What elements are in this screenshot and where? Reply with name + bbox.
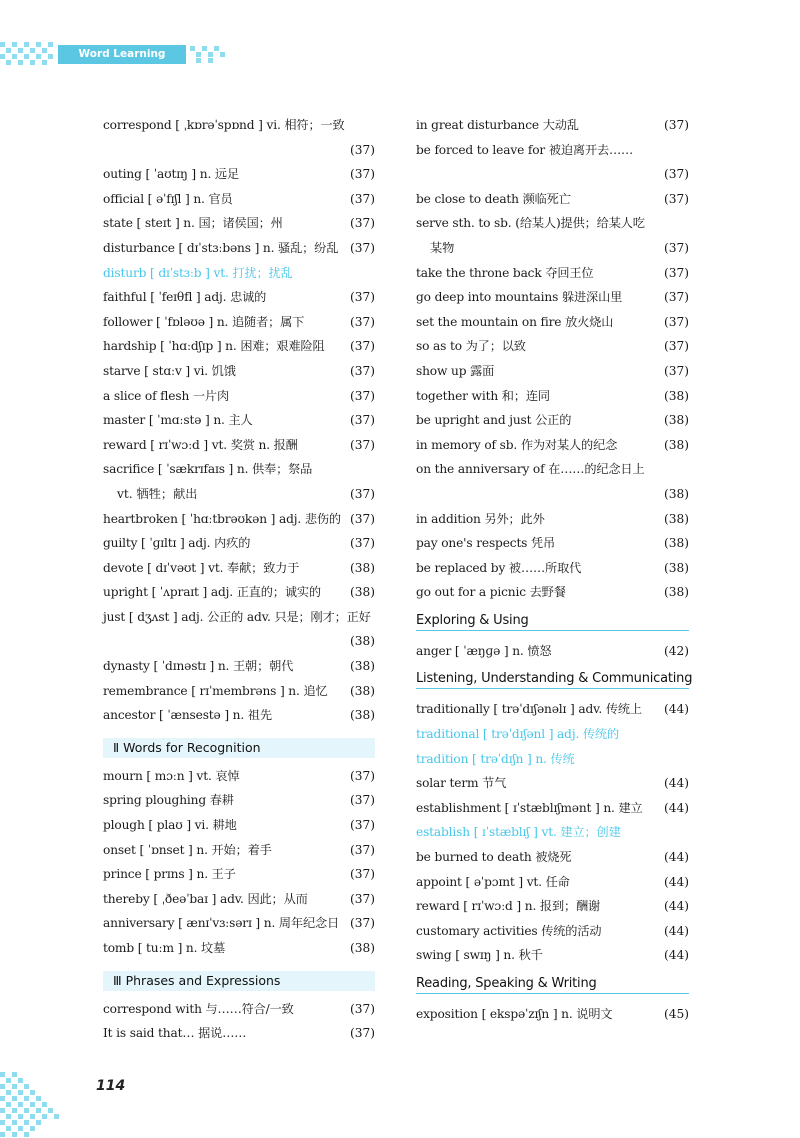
words-list (103, 113, 375, 728)
phrases-list (103, 997, 375, 1046)
exploring-list (416, 639, 689, 664)
entry-text: just [ dʒʌst ] adj. 公正的 adv. 只是；刚才；正好 (103, 609, 371, 624)
entry-text: be forced to leave for 被迫离开去…… (416, 142, 634, 157)
related-word-entry (416, 820, 689, 845)
vocab-entry (416, 359, 689, 384)
vocab-entry (416, 919, 689, 944)
entry-page: (37) (349, 388, 375, 403)
entry-text: swing [ swɪŋ ] n. 秋千 (416, 948, 543, 963)
entry-page: (38) (349, 683, 375, 698)
vocab-entry (103, 310, 375, 335)
entry-page: (37) (349, 437, 375, 452)
entry-page: (44) (663, 800, 689, 815)
entry-page: (37) (349, 167, 375, 182)
entry-text: correspond with 与……符合/一致 (103, 1001, 294, 1016)
entry-page: (37) (349, 768, 375, 783)
entry-page: (37) (663, 240, 689, 255)
vocab-entry (103, 187, 375, 212)
entry-page: (37) (349, 916, 375, 931)
vocab-entry (103, 764, 375, 789)
entry-page: (37) (349, 191, 375, 206)
entry-text: outing [ ˈaʊtɪŋ ] n. 远足 (103, 167, 239, 182)
vocab-entry (416, 211, 689, 260)
vocab-entry (103, 605, 375, 654)
entry-page: (38) (663, 585, 689, 600)
entry-text: anger [ ˈæŋɡə ] n. 愤怒 (416, 643, 552, 658)
entry-text: disturb [ dɪˈstɜːb ] vt. 打扰；扰乱 (103, 265, 293, 280)
entry-text: in addition 另外；此外 (416, 511, 545, 526)
entry-text: traditional [ trəˈdɪʃənl ] adj. 传统的 (416, 727, 620, 742)
entry-text: take the throne back 夺回王位 (416, 265, 594, 280)
entry-text: show up 露面 (416, 363, 495, 378)
entry-text: faithful [ ˈfeɪθfl ] adj. 忠诚的 (103, 290, 267, 305)
entry-page: (37) (349, 216, 375, 231)
vocab-entry (103, 679, 375, 704)
entry-text: on the anniversary of 在……的纪念日上 (416, 462, 645, 477)
entry-page: (37) (663, 118, 689, 132)
entry-page: (37) (663, 290, 689, 305)
reading-list (416, 1002, 689, 1027)
entry-page: (38) (349, 585, 375, 600)
entry-text: prince [ prɪns ] n. 王子 (103, 867, 236, 882)
entry-text-continued (103, 138, 117, 163)
vocab-entry (416, 639, 689, 664)
entry-page: (44) (663, 850, 689, 865)
entry-page: (37) (349, 314, 375, 329)
vocab-entry (416, 310, 689, 335)
entry-page: (38) (663, 560, 689, 575)
entry-text: correspond [ ˌkɒrəˈspɒnd ] vi. 相符；一致 (103, 118, 345, 132)
entry-text-continued: 某物 (430, 240, 455, 255)
entry-text: state [ steɪt ] n. 国；诸侯国；州 (103, 216, 283, 231)
entry-text-continued (416, 482, 430, 507)
entry-page: (37) (663, 167, 689, 182)
vocab-entry (103, 556, 375, 581)
entry-page: (37) (349, 818, 375, 833)
exploring-heading: Exploring & Using (416, 613, 689, 631)
entry-continuation (103, 629, 375, 654)
entry-text: mourn [ mɔːn ] vt. 哀悼 (103, 768, 240, 783)
entry-page: (38) (349, 941, 375, 955)
entry-text: plough [ plaʊ ] vi. 耕地 (103, 818, 237, 833)
entry-page: (38) (349, 560, 375, 575)
entry-page: (38) (663, 413, 689, 428)
vocab-entry (416, 697, 689, 722)
vocab-entry (416, 507, 689, 532)
entry-page: (37) (349, 486, 375, 501)
recognition-list (103, 764, 375, 961)
vocab-entry (416, 138, 689, 187)
vocab-entry (103, 285, 375, 310)
entry-page: (38) (663, 536, 689, 551)
entry-continuation (103, 138, 375, 163)
right-column (416, 113, 693, 1027)
vocab-entry (416, 580, 689, 605)
vocab-entry (416, 771, 689, 796)
entry-page: (38) (349, 708, 375, 723)
vocab-entry (103, 997, 375, 1022)
listening-heading: Listening, Understanding & Communicating (416, 671, 689, 689)
vocab-entry (416, 433, 689, 458)
entry-page: (37) (663, 265, 689, 280)
entry-page: (37) (349, 363, 375, 378)
vocab-entry (103, 359, 375, 384)
vocab-entry (416, 334, 689, 359)
entry-page: (38) (663, 388, 689, 403)
entry-page: (37) (349, 339, 375, 354)
entry-page: (44) (663, 948, 689, 963)
entry-text: onset [ ˈɒnset ] n. 开始；着手 (103, 842, 272, 857)
entry-text: so as to 为了；以致 (416, 339, 526, 354)
entry-text: remembrance [ rɪˈmembrəns ] n. 追忆 (103, 683, 328, 698)
entry-text: appoint [ əˈpɔɪnt ] vt. 任命 (416, 874, 570, 889)
vocab-entry (416, 113, 689, 138)
vocab-entry (103, 433, 375, 458)
entry-continuation (416, 236, 689, 261)
entry-text: be close to death 濒临死亡 (416, 191, 571, 206)
vocab-entry (103, 862, 375, 887)
entry-page: (42) (663, 643, 689, 658)
entry-continuation (416, 162, 689, 187)
entry-page: (38) (349, 634, 375, 649)
entry-text: pay one's respects 凭吊 (416, 536, 556, 551)
entry-page: (37) (349, 891, 375, 906)
entry-text: master [ ˈmɑːstə ] n. 主人 (103, 413, 253, 428)
vocab-entry (103, 887, 375, 912)
vocab-entry (103, 1021, 375, 1046)
listening-list (416, 697, 689, 968)
entry-page: (45) (663, 1007, 689, 1021)
vocab-entry (416, 261, 689, 286)
entry-page: (44) (663, 776, 689, 791)
entry-page: (37) (349, 290, 375, 305)
entry-text: spring ploughing 春耕 (103, 793, 234, 808)
vocab-entry (416, 457, 689, 506)
entry-text-continued: vt. 牺牲；献出 (117, 486, 198, 501)
entry-text: go deep into mountains 躲进深山里 (416, 290, 623, 305)
vocab-entry (103, 113, 375, 162)
entry-text: in memory of sb. 作为对某人的纪念 (416, 437, 618, 452)
related-word-entry (103, 261, 375, 286)
vocab-entry (416, 796, 689, 821)
entry-page: (37) (349, 793, 375, 808)
entry-text: ancestor [ ˈænsestə ] n. 祖先 (103, 708, 272, 723)
vocab-entry (416, 1002, 689, 1027)
entry-text: solar term 节气 (416, 776, 507, 791)
vocab-entry (103, 236, 375, 261)
entry-text: anniversary [ ænɪˈvɜːsərɪ ] n. 周年纪念日 (103, 916, 340, 931)
entry-text: establishment [ ɪˈstæblɪʃmənt ] n. 建立 (416, 800, 643, 815)
entry-page: (37) (349, 1026, 375, 1041)
entry-text: traditionally [ trəˈdɪʃənəlɪ ] adv. 传统上 (416, 702, 642, 717)
entry-text: establish [ ɪˈstæblɪʃ ] vt. 建立；创建 (416, 825, 621, 840)
vocab-entry (103, 531, 375, 556)
entry-page: (37) (349, 867, 375, 882)
entry-text: hardship [ ˈhɑːdʃɪp ] n. 困难；艰难险阻 (103, 339, 325, 354)
entry-page: (38) (663, 511, 689, 526)
entry-page: (37) (349, 142, 375, 157)
vocab-entry (416, 894, 689, 919)
vocab-entry (103, 703, 375, 728)
entry-page: (37) (349, 240, 375, 255)
vocab-entry (103, 334, 375, 359)
entry-text: set the mountain on fire 放火烧山 (416, 314, 614, 329)
footer-pixel-pattern (0, 1064, 100, 1138)
vocab-entry (416, 943, 689, 968)
reading-heading: Reading, Speaking & Writing (416, 976, 689, 994)
entry-text: thereby [ ˌðeəˈbaɪ ] adv. 因此；从而 (103, 891, 308, 906)
vocab-entry (416, 187, 689, 212)
entry-page: (37) (349, 1001, 375, 1016)
recognition-heading: Ⅱ Words for Recognition (103, 738, 375, 758)
entry-text: be upright and just 公正的 (416, 413, 572, 428)
entry-page: (37) (663, 314, 689, 329)
vocab-entry (103, 408, 375, 433)
entry-page: (37) (663, 191, 689, 206)
entry-text: go out for a picnic 去野餐 (416, 585, 566, 600)
entry-text: devote [ dɪˈvəʊt ] vt. 奉献；致力于 (103, 560, 300, 575)
vocab-entry (416, 384, 689, 409)
related-word-entry (416, 722, 689, 747)
phrases-heading: Ⅲ Phrases and Expressions (103, 971, 375, 991)
entry-page: (44) (663, 899, 689, 914)
entry-text: exposition [ ekspəˈzɪʃn ] n. 说明文 (416, 1007, 613, 1021)
entry-page: (37) (663, 363, 689, 378)
entry-text: sacrifice [ ˈsækrɪfaɪs ] n. 供奉；祭品 (103, 462, 313, 477)
vocab-entry (103, 654, 375, 679)
entry-text: tradition [ trəˈdɪʃn ] n. 传统 (416, 751, 575, 766)
entry-page: (38) (663, 486, 689, 501)
entry-page: (37) (349, 842, 375, 857)
entry-page: (44) (663, 702, 689, 717)
left-column (103, 113, 375, 1046)
entry-text: be burned to death 被烧死 (416, 850, 572, 865)
entry-text: heartbroken [ ˈhɑːtbrəʊkən ] adj. 悲伤的 (103, 511, 341, 526)
vocab-entry (416, 556, 689, 581)
entry-text-continued (416, 162, 430, 187)
entry-continuation (103, 482, 375, 507)
entry-page: (44) (663, 923, 689, 938)
entry-page: (37) (663, 339, 689, 354)
entry-text: reward [ rɪˈwɔːd ] n. 报到；酬谢 (416, 899, 601, 914)
vocab-entry (416, 870, 689, 895)
vocab-entry (103, 211, 375, 236)
vocab-entry (103, 936, 375, 961)
vocab-entry (416, 531, 689, 556)
entry-text: follower [ ˈfɒləʊə ] n. 追随者；属下 (103, 314, 305, 329)
phrases-list-continued (416, 113, 689, 605)
vocab-entry (103, 384, 375, 409)
vocab-entry (416, 845, 689, 870)
entry-text: disturbance [ dɪˈstɜːbəns ] n. 骚乱；纷乱 (103, 240, 339, 255)
entry-page: (37) (349, 536, 375, 551)
entry-text: starve [ stɑːv ] vi. 饥饿 (103, 363, 236, 378)
vocab-entry (103, 162, 375, 187)
entry-text: tomb [ tuːm ] n. 坟墓 (103, 941, 226, 955)
header-title: Word Learning Booster (58, 45, 186, 64)
entry-text: reward [ rɪˈwɔːd ] vt. 奖赏 n. 报酬 (103, 437, 298, 452)
entry-page: (37) (349, 413, 375, 428)
entry-text: a slice of flesh 一片肉 (103, 388, 229, 403)
vocab-entry (103, 580, 375, 605)
vocab-entry (103, 507, 375, 532)
entry-text-continued (103, 629, 117, 654)
vocab-entry (103, 457, 375, 506)
entry-page: (44) (663, 874, 689, 889)
entry-page: (37) (349, 511, 375, 526)
entry-continuation (416, 482, 689, 507)
entry-text: be replaced by 被……所取代 (416, 560, 582, 575)
entry-text: together with 和；连同 (416, 388, 550, 403)
vocab-entry (103, 838, 375, 863)
entry-text: It is said that… 据说…… (103, 1026, 247, 1041)
vocab-entry (103, 911, 375, 936)
vocab-entry (416, 408, 689, 433)
entry-text: in great disturbance 大动乱 (416, 118, 579, 132)
entry-text: official [ əˈfɪʃl ] n. 官员 (103, 191, 233, 206)
vocab-entry (103, 788, 375, 813)
entry-text: serve sth. to sb. (给某人)提供；给某人吃 (416, 216, 645, 231)
vocab-entry (416, 285, 689, 310)
entry-text: guilty [ ˈɡɪltɪ ] adj. 内疚的 (103, 536, 251, 551)
entry-text: dynasty [ ˈdɪnəstɪ ] n. 王朝；朝代 (103, 659, 294, 674)
vocab-entry (103, 813, 375, 838)
entry-page: (38) (349, 659, 375, 674)
related-word-entry (416, 747, 689, 772)
page-number: 114 (96, 1078, 126, 1094)
entry-text: upright [ ˈʌpraɪt ] adj. 正直的；诚实的 (103, 585, 321, 600)
entry-page: (38) (663, 437, 689, 452)
entry-text: customary activities 传统的活动 (416, 923, 602, 938)
